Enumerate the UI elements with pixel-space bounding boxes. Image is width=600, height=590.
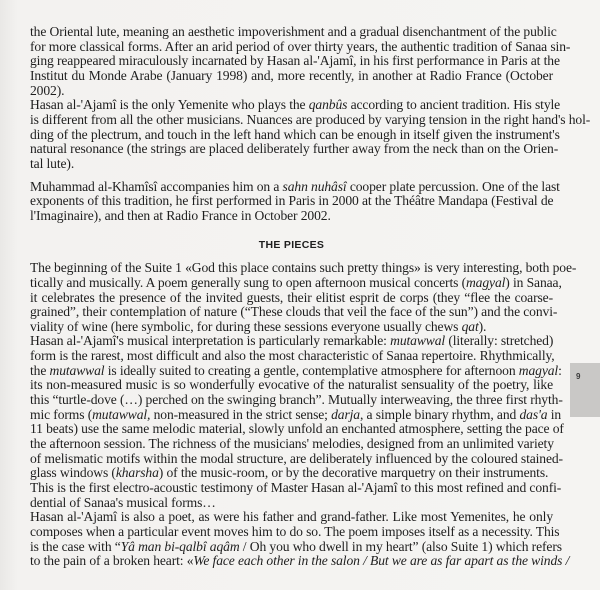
text-line: of melismatic motifs within the modal structure, are deliberately influenced by the coloured stained- <box>30 450 563 466</box>
text-line <box>30 178 560 195</box>
text-run: is ideally suited to creating a gentle, contemplative atmosphere for afternoon <box>104 362 519 378</box>
text-line: Hasan al-'Ajamî is also a poet, as were his father and grand-father. Like most Yemenites, he only <box>30 509 553 525</box>
text-run: Hasan al-'Ajamî's musical interpretation is particularly remarkable: <box>30 333 391 349</box>
text-run: ). <box>478 318 487 334</box>
text-line <box>30 274 562 291</box>
text-line <box>30 538 562 555</box>
italic-term: qanbûs <box>308 97 348 113</box>
text-run: , a simple binary rhythm, and <box>359 406 520 422</box>
text-run: according to ancient tradition. His style <box>347 97 561 113</box>
text-line: it celebrates the presence of the invited guests, their elitist esprit de corps (they “flee the coarse- <box>30 289 553 305</box>
text-line <box>30 553 570 569</box>
text-run: cooper plate percussion. One of the last <box>346 178 560 194</box>
paragraph-poet <box>30 509 570 569</box>
text-run: is the case with “ <box>30 538 121 554</box>
paragraph-oriental-lute <box>30 24 571 98</box>
text-run: / Oh you who dwell in my heart” (also Suite 1) which refers <box>239 538 562 554</box>
section-heading: THE PIECES <box>258 238 325 251</box>
text-line: for more classical forms. After an arid period of over thirty years, the authentic tradition of Sanaa sin- <box>30 38 571 54</box>
text-run: (literally: stretched) <box>445 333 554 349</box>
text-run: ) in Sanaa, <box>505 274 562 290</box>
italic-term: magyal <box>518 362 559 378</box>
text-line: grained”, their contemplation of nature (“These clouds that veil the face of the sun”) and the convi- <box>30 304 558 320</box>
paragraph-khamisi <box>30 178 560 224</box>
paragraph-mutawwal <box>30 333 564 510</box>
italic-term: qat <box>461 318 479 334</box>
text-column <box>30 24 591 569</box>
text-line: Institut du Monde Arabe (January 1998) and, more recently, in another at Radio France (October <box>30 67 553 83</box>
text-line: ding of the plectrum, and touch in the left hand which can be enough in itself given the instrument's <box>30 126 560 142</box>
text-line: This is the first electro-acoustic testimony of Master Hasan al-'Ajamî to this most refined and confi- <box>30 480 562 496</box>
italic-term: kharsha <box>115 465 159 481</box>
text-run: to the pain of a broken heart: « <box>30 553 194 569</box>
text-run: tically and musically. A poem generally sung to open afternoon musical concerts ( <box>30 274 466 290</box>
italic-term: das'a <box>519 406 548 422</box>
text-run: : <box>558 362 562 378</box>
text-line: 11 beats) use the same melodic material, slowly unfold an enchanted atmosphere, setting the pace of <box>30 421 564 437</box>
text-line <box>30 320 553 335</box>
text-run: glass windows ( <box>30 465 116 481</box>
text-line: is different from all the other musicians. Nuances are produced by varying tension in the right hand's hol- <box>30 111 591 127</box>
text-line: composes when a particular event moves him to do so. The poem imposes itself as a necessity. This <box>30 524 560 539</box>
text-run: Muhammad al-Khamîsî accompanies him on a <box>30 178 283 194</box>
text-line: natural resonance (the strings are placed deliberately further away from the neck than on the Orien- <box>30 141 559 157</box>
text-line: exponents of this tradition, he first performed in Paris in 2000 at the Théâtre Mandapa (Festival de <box>30 193 554 209</box>
italic-term: mutawwal <box>390 333 446 349</box>
text-run: the <box>30 362 50 378</box>
text-line: tal lute). <box>30 155 75 171</box>
text-line <box>30 334 553 349</box>
text-run: ) of the music-room, or by the decorative marquetry on their instruments. <box>158 465 549 481</box>
text-run: in <box>547 406 562 422</box>
text-line: dential of Sanaa's musical forms… <box>30 494 216 510</box>
text-run: mic forms ( <box>30 406 93 422</box>
italic-quote: We face each other in the salon / But we are as far apart as the winds / <box>193 553 570 569</box>
text-line: ging reappeared miraculously incarnated by Hasan al-'Ajamî, in his first performance in Paris at the <box>30 53 560 69</box>
page-number: 9 <box>576 372 581 381</box>
text-line: l'Imaginaire), and then at Radio France in October 2002. <box>30 207 331 223</box>
text-line: form is the rarest, most difficult and also the most characteristic of Sanaa repertoire. Rhythmically, <box>30 348 555 364</box>
text-run: Hasan al-'Ajamî is the only Yemenite who plays the <box>30 97 309 113</box>
paragraph-suite-1 <box>30 260 577 334</box>
text-line <box>30 362 562 379</box>
italic-term: mutawwal, <box>92 406 151 422</box>
italic-term: Yâ man bi-qalbî aqâm <box>120 538 240 554</box>
text-line: the Oriental lute, meaning an aesthetic impoverishment and a gradual disenchantment of the public <box>30 24 557 39</box>
text-run: viality of wine (here symbolic, for during these sessions everyone usually chews <box>30 318 462 334</box>
italic-term: magyal <box>465 274 506 290</box>
text-run: non-measured in the strict sense; <box>150 406 332 422</box>
text-line: this “turtle-dove (…) perched on the swinging branch”. Mutually interweaving, the three first rhyth- <box>30 392 563 408</box>
page-tab <box>570 363 600 417</box>
italic-term: sahn nuhâsî <box>282 178 347 194</box>
text-line <box>30 97 561 113</box>
text-line: its non-measured music is so wonderfully evocative of the naturalist sensuality of the poetry, like <box>30 377 553 393</box>
text-line: The beginning of the Suite 1 «God this place contains such pretty things» is very interesting, both poe- <box>30 260 577 276</box>
italic-term: mutawwal <box>49 362 105 378</box>
paragraph-qanbus <box>30 97 591 171</box>
text-line <box>30 406 562 423</box>
text-line <box>30 466 553 481</box>
italic-term: darja <box>331 406 360 422</box>
text-line: 2002). <box>30 82 65 98</box>
text-line: the afternoon session. The richness of the musicians' melodies, designed from an unlimited variety <box>30 436 554 452</box>
